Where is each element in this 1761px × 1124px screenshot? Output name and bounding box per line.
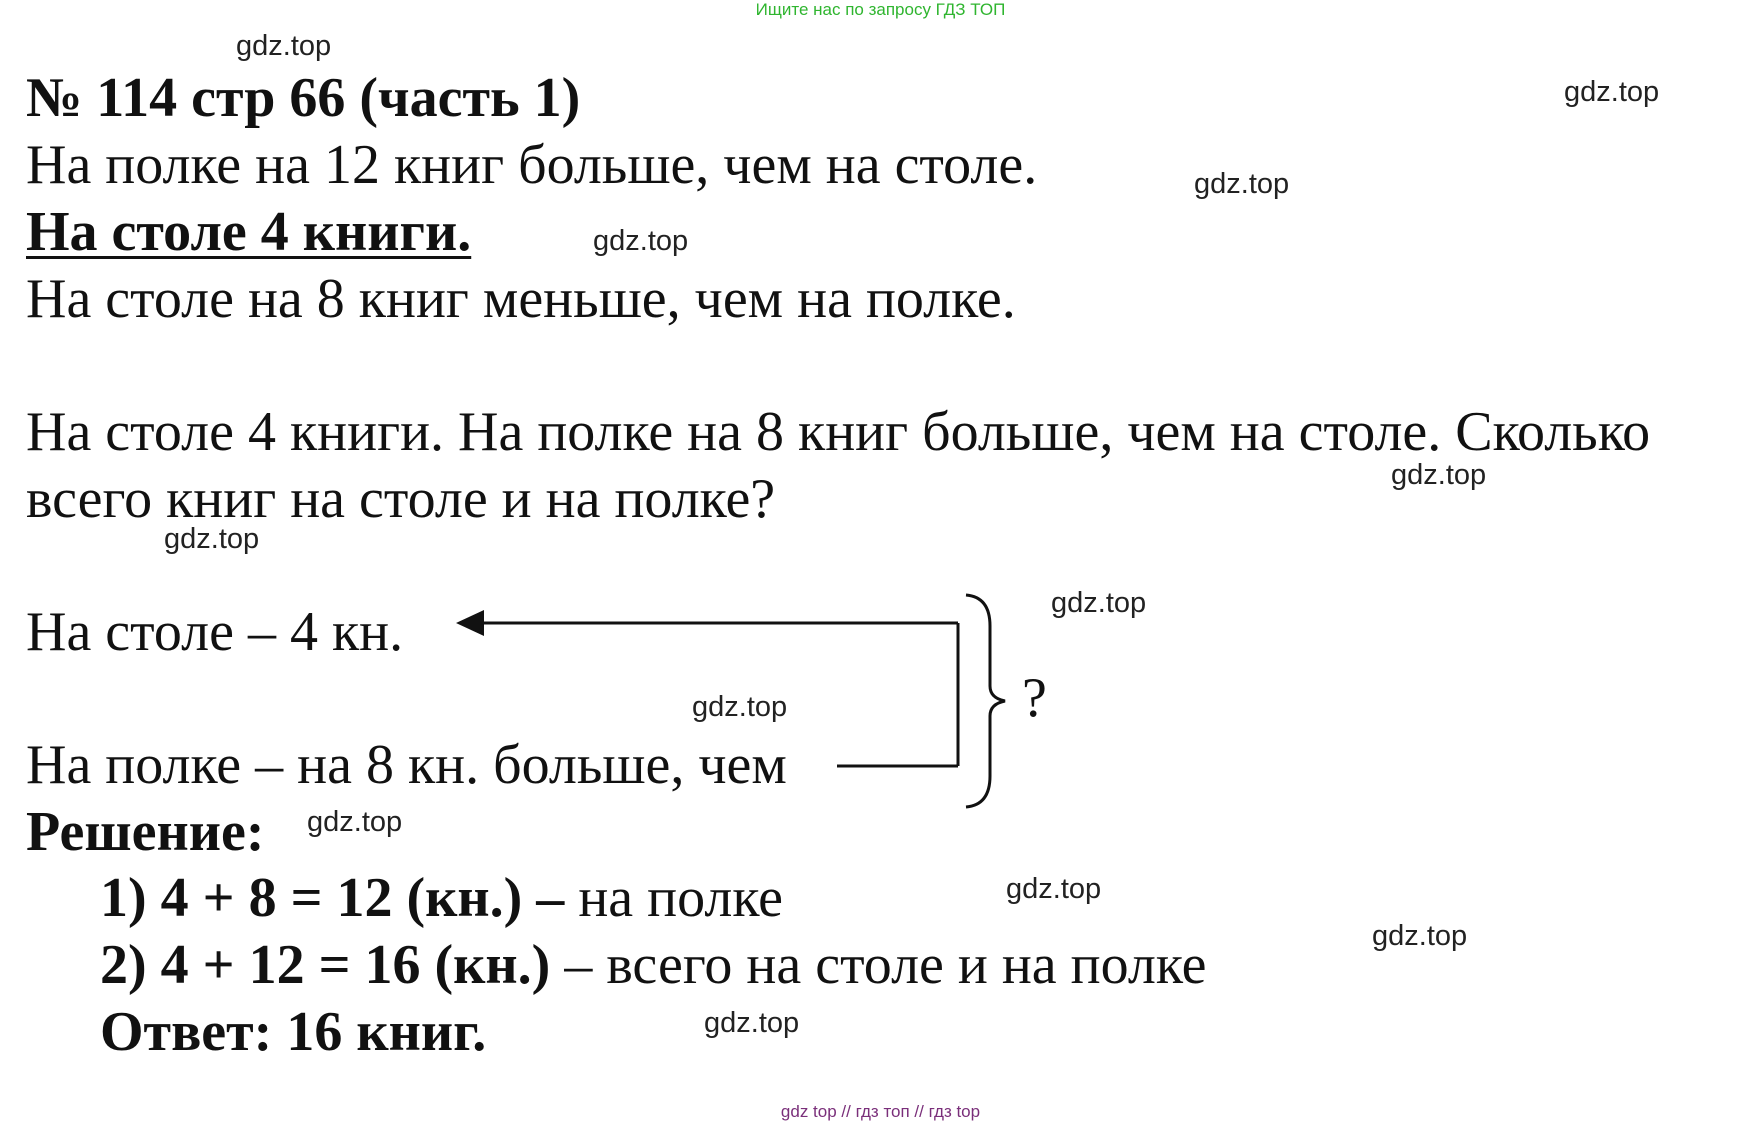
diagram-row-table: На столе – 4 кн. — [26, 601, 404, 663]
watermark: gdz.top — [692, 691, 788, 723]
step-note: на полке — [578, 867, 783, 929]
step-number: 2) — [100, 934, 147, 996]
watermark: gdz.top — [1006, 873, 1102, 905]
arrow-head — [456, 610, 484, 636]
step-note: – всего на столе и на полке — [564, 934, 1207, 996]
brace-icon — [966, 595, 1005, 807]
watermark: gdz.top — [1372, 920, 1468, 952]
diagram-row-shelf: На полке – на 8 кн. больше, чем — [26, 734, 787, 796]
problem-text: всего книг на столе и на полке? — [26, 468, 776, 530]
statement-line: На полке на 12 книг больше, чем на столе. — [26, 134, 1038, 196]
problem-text: На столе 4 книги. На полке на 8 книг больше, чем на столе. Сколько — [26, 401, 1651, 463]
watermark: gdz.top — [593, 225, 689, 257]
footer-links: gdz top // гдз топ // гдз top — [780, 1102, 981, 1121]
watermark: gdz.top — [164, 523, 260, 555]
watermark: gdz.top — [1564, 76, 1660, 108]
answer: Ответ: 16 книг. — [100, 1001, 487, 1063]
watermark: gdz.top — [1051, 587, 1147, 619]
statement-line: На столе на 8 книг меньше, чем на полке. — [26, 268, 1016, 330]
search-note: Ищите нас по запросу ГДЗ ТОП — [755, 0, 1006, 19]
watermark: gdz.top — [307, 806, 403, 838]
question-mark: ? — [1022, 667, 1047, 729]
solution-heading: Решение: — [26, 801, 265, 863]
page-title: № 114 стр 66 (часть 1) — [26, 67, 581, 129]
step-expression: 4 + 12 = 16 (кн.) — [160, 934, 551, 996]
statement-line-underlined: На столе 4 книги. — [26, 201, 472, 263]
watermark: gdz.top — [1391, 459, 1487, 491]
step-number: 1) — [100, 867, 147, 929]
step-expression: 4 + 8 = 12 (кн.) – — [160, 867, 565, 929]
watermark: gdz.top — [1194, 168, 1290, 200]
watermark: gdz.top — [236, 30, 332, 62]
watermark: gdz.top — [704, 1007, 800, 1039]
